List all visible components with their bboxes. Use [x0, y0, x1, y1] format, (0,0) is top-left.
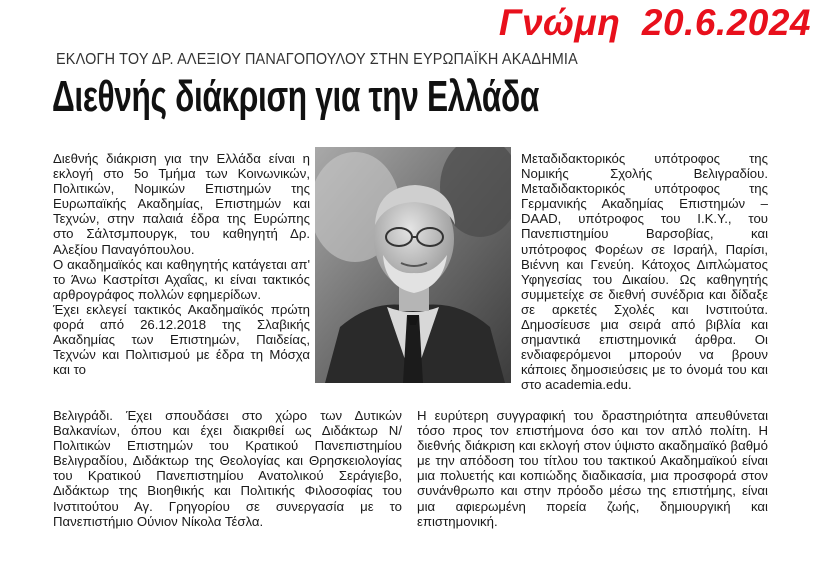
- paragraph: Ο ακαδημαϊκός και καθηγητής κατάγεται απ' το Άνω Καστρίτσι Αχαΐας, κι είναι τακτικός αρθρογράφος πολλών εφημερίδων.: [53, 256, 310, 302]
- article-headline: Διεθνής διάκριση για την Ελλάδα: [52, 72, 539, 121]
- article-column-1: [53, 151, 310, 377]
- paragraph: Έχει εκλεγεί τακτικός Ακαδημαϊκός πρώτη φορά από 26.12.2018 της Σλαβικής Ακαδημίας των Επιστημών, Παιδείας, Τεχνών και Πολιτισμού με έδρα τη Μόσχα και το: [53, 301, 310, 378]
- article-kicker: ΕΚΛΟΓΗ ΤΟΥ ΔΡ. ΑΛΕΞΙΟΥ ΠΑΝΑΓΟΠΟΥΛΟΥ ΣΤΗΝ ΕΥΡΩΠΑΪΚΗ ΑΚΑΔΗΜΙΑ: [56, 51, 578, 68]
- newspaper-date-label: Γνώμη 20.6.2024: [498, 2, 811, 43]
- article-column-1-continued: [53, 408, 402, 529]
- paragraph: Βελιγράδι. Έχει σπουδάσει στο χώρο των Δυτικών Βαλκανίων, όπου και έχει διακριθεί ως Διδάκτωρ Ν/Πολιτικών Επιστημών του Κρατικού Πανεπιστημίου Βελιγραδίου, Διδάκτωρ της Θεολογίας και Θρησκειολογίας του Κρατικού Πανεπιστημίου Ανατολικού Σεράγιεβο, Διδάκτωρ της Βιοηθικής και Πολιτικής Φιλοσοφίας του Ινστιτούτου Αγ. Γρηγορίου σε συνεργασία με το Πανεπιστήμιο Ούνιον Νίκολα Τέσλα.: [53, 408, 402, 529]
- paragraph: Η ευρύτερη συγγραφική του δραστηριότητα απευθύνεται τόσο προς τον επιστήμονα όσο και τον απλό πολίτη. Η διεθνής διάκριση και εκλογή στον ύψιστο ακαδημαϊκό βαθμό με την απόδοση του τίτλου του τακτικού Ακαδημαϊκού είναι μια πολυετής και κοπιώδης διαδικασία, μια προσφορά στον συνάνθρωπο και στην πρόοδο μέσω της επιστήμης, είναι μια αφιερωμένη πορεία ζωής, δημιουργική και επιστημονική.: [417, 408, 768, 529]
- paragraph: Διεθνής διάκριση για την Ελλάδα είναι η εκλογή στο 5ο Τμήμα των Κοινωνικών, Πολιτικών, Νομικών Επιστημών της Ευρωπαϊκής Ακαδημίας, Επιστημών και Τεχνών, στην παλαιά έδρα της Ευρώπης στο Σάλτσμπουργκ, του καθηγητή Δρ. Αλεξίου Παναγόπουλου.: [53, 151, 310, 257]
- portrait-photo: [315, 147, 511, 383]
- paragraph: Μεταδιδακτορικός υπότροφος της Νομικής Σχολής Βελιγραδίου. Μεταδιδακτορικός υπότροφος της Γερμανικής Ακαδημίας Επιστημών – DAAD, υπότροφος του Ι.Κ.Υ., του Πανεπιστημίου Βαρσοβίας, και υπότροφος Φορέων σε Ισραήλ, Παρίσι, Βιέννη και Γενεύη. Κάτοχος Διπλώματος Υφηγεσίας του Δικαίου. Ως καθηγητής συμμετείχε σε διεθνή συνέδρια και δίδαξε σε αρκετές Σχολές και Ινστιτούτα. Δημοσίευσε μια σειρά από βιβλία και σημαντικά επιστημονικά άρθρα. Οι ενδιαφερόμενοι μπορούν να βρουν κάποιες δημοσιεύσεις με το όνομά του και στο academia.edu.: [521, 151, 768, 393]
- article-column-2-continued: [417, 408, 768, 529]
- article-column-3: [521, 151, 768, 393]
